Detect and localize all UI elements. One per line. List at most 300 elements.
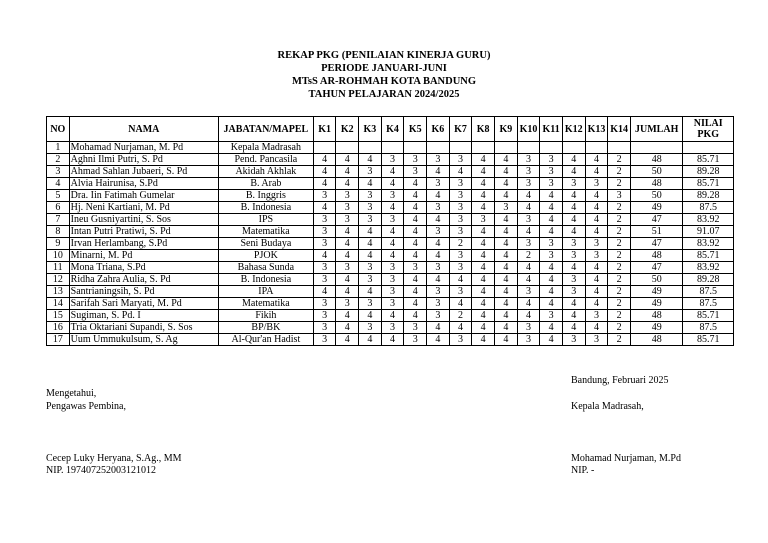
cell-score-k1: 4	[313, 250, 336, 262]
table-row	[47, 298, 734, 310]
col-header-nilai-pkg	[683, 117, 734, 142]
cell-score-k12: 4	[562, 154, 585, 166]
cell-score-k1: 3	[313, 310, 336, 322]
table-row	[47, 142, 734, 154]
cell-score-k5: 4	[404, 190, 427, 202]
cell-score-k6: 3	[427, 178, 450, 190]
cell-score-k7: 3	[449, 334, 472, 346]
cell-score-k3: 4	[359, 178, 382, 190]
cell-nama: Minarni, M. Pd	[69, 250, 218, 262]
cell-score-k8: 4	[472, 190, 495, 202]
cell-score-k11: 4	[540, 226, 563, 238]
cell-score-k9: 4	[495, 250, 518, 262]
cell-score-k5: 3	[404, 262, 427, 274]
cell-score-k5: 4	[404, 178, 427, 190]
cell-score-k2: 4	[336, 274, 359, 286]
kepala-name: Mohamad Nurjaman, M.Pd	[571, 453, 681, 464]
cell-score-k3: 4	[359, 238, 382, 250]
cell-score-k11: 4	[540, 334, 563, 346]
cell-score-k1: 3	[313, 334, 336, 346]
cell-nama: Alvia Hairunisa, S.Pd	[69, 178, 218, 190]
cell-nama: Hj. Neni Kartiani, M. Pd	[69, 202, 218, 214]
cell-score-k5: 4	[404, 250, 427, 262]
cell-score-k13: 4	[585, 262, 608, 274]
cell-score-k5	[404, 142, 427, 154]
cell-score-k1: 4	[313, 178, 336, 190]
cell-score-k1: 4	[313, 166, 336, 178]
cell-score-k4: 4	[381, 226, 404, 238]
cell-score-k13: 4	[585, 322, 608, 334]
cell-nilai-pkg: 85.71	[683, 334, 734, 346]
cell-score-k6: 4	[427, 214, 450, 226]
cell-jumlah: 48	[630, 310, 683, 322]
cell-score-k10: 4	[517, 190, 540, 202]
table-row	[47, 262, 734, 274]
cell-score-k12: 3	[562, 286, 585, 298]
cell-score-k7: 3	[449, 262, 472, 274]
table-row	[47, 214, 734, 226]
cell-score-k9: 4	[495, 322, 518, 334]
cell-jumlah: 50	[630, 166, 683, 178]
cell-score-k1: 4	[313, 286, 336, 298]
cell-score-k2: 4	[336, 334, 359, 346]
cell-score-k4: 3	[381, 286, 404, 298]
cell-score-k14: 2	[608, 166, 631, 178]
table-row	[47, 334, 734, 346]
kepala-title: Kepala Madrasah,	[571, 401, 644, 412]
table-row	[47, 190, 734, 202]
cell-score-k10: 4	[517, 226, 540, 238]
cell-score-k7: 4	[449, 322, 472, 334]
col-header: K4	[381, 117, 404, 142]
cell-score-k3: 3	[359, 190, 382, 202]
cell-score-k1: 3	[313, 226, 336, 238]
cell-score-k13: 4	[585, 166, 608, 178]
cell-score-k2: 4	[336, 250, 359, 262]
cell-score-k9: 4	[495, 214, 518, 226]
kepala-nip: NIP. -	[571, 465, 595, 476]
cell-nilai-pkg: 89.28	[683, 190, 734, 202]
cell-score-k12: 4	[562, 166, 585, 178]
cell-nilai-pkg: 85.71	[683, 310, 734, 322]
cell-score-k13: 3	[585, 334, 608, 346]
cell-score-k13: 3	[585, 178, 608, 190]
cell-score-k7: 2	[449, 238, 472, 250]
cell-score-k4: 3	[381, 190, 404, 202]
cell-jabatan: Matematika	[219, 298, 314, 310]
cell-score-k10: 2	[517, 250, 540, 262]
cell-score-k12: 4	[562, 214, 585, 226]
cell-score-k2: 4	[336, 310, 359, 322]
pkg-label: PKG	[697, 129, 720, 140]
cell-nilai-pkg	[683, 142, 734, 154]
cell-score-k14: 2	[608, 214, 631, 226]
cell-nama: Sarifah Sari Maryati, M. Pd	[69, 298, 218, 310]
cell-score-k1: 3	[313, 190, 336, 202]
school-name: MTsS AR-ROHMAH KOTA BANDUNG	[291, 76, 477, 87]
cell-score-k5: 3	[404, 166, 427, 178]
col-header: NO	[47, 117, 70, 142]
cell-nama: Dra. Iin Fatimah Gumelar	[69, 190, 218, 202]
col-header: NAMA	[69, 117, 218, 142]
cell-score-k3: 4	[359, 250, 382, 262]
cell-score-k14	[608, 142, 631, 154]
cell-score-k14: 2	[608, 322, 631, 334]
cell-score-k6	[427, 142, 450, 154]
cell-score-k11: 4	[540, 262, 563, 274]
cell-nama: Ahmad Sahlan Jubaeri, S. Pd	[69, 166, 218, 178]
cell-no: 15	[47, 310, 70, 322]
cell-score-k13: 4	[585, 190, 608, 202]
cell-jumlah: 49	[630, 322, 683, 334]
cell-jumlah	[630, 142, 683, 154]
cell-score-k10: 3	[517, 166, 540, 178]
cell-score-k9: 4	[495, 226, 518, 238]
cell-no: 10	[47, 250, 70, 262]
cell-score-k5: 3	[404, 154, 427, 166]
cell-score-k1: 3	[313, 214, 336, 226]
col-header: K8	[472, 117, 495, 142]
cell-score-k4: 4	[381, 178, 404, 190]
cell-score-k11	[540, 142, 563, 154]
cell-nama: Santrianingsih, S. Pd	[69, 286, 218, 298]
cell-score-k3	[359, 142, 382, 154]
cell-score-k4: 3	[381, 274, 404, 286]
cell-nama: Intan Putri Pratiwi, S. Pd	[69, 226, 218, 238]
col-header: K7	[449, 117, 472, 142]
pengawas-title: Pengawas Pembina,	[46, 401, 126, 412]
col-header: K14	[608, 117, 631, 142]
cell-score-k14: 2	[608, 154, 631, 166]
cell-score-k6: 3	[427, 154, 450, 166]
cell-score-k13	[585, 142, 608, 154]
cell-score-k12: 4	[562, 322, 585, 334]
cell-score-k4: 3	[381, 154, 404, 166]
cell-score-k10: 4	[517, 262, 540, 274]
cell-score-k14: 2	[608, 202, 631, 214]
cell-score-k3: 3	[359, 274, 382, 286]
cell-nama: Aghni Ilmi Putri, S. Pd	[69, 154, 218, 166]
cell-score-k6: 4	[427, 166, 450, 178]
cell-score-k4: 4	[381, 310, 404, 322]
cell-score-k8: 4	[472, 178, 495, 190]
cell-score-k7: 4	[449, 166, 472, 178]
cell-score-k3: 3	[359, 214, 382, 226]
cell-no: 14	[47, 298, 70, 310]
cell-score-k12: 4	[562, 202, 585, 214]
cell-score-k12: 4	[562, 298, 585, 310]
cell-score-k12: 3	[562, 238, 585, 250]
cell-score-k12: 3	[562, 334, 585, 346]
cell-jumlah: 47	[630, 214, 683, 226]
col-header: K13	[585, 117, 608, 142]
table-row	[47, 250, 734, 262]
cell-score-k14: 2	[608, 238, 631, 250]
cell-score-k8: 4	[472, 334, 495, 346]
cell-score-k14: 2	[608, 178, 631, 190]
cell-score-k9: 4	[495, 178, 518, 190]
cell-score-k5: 4	[404, 298, 427, 310]
cell-score-k3: 4	[359, 334, 382, 346]
cell-nilai-pkg: 83.92	[683, 238, 734, 250]
cell-score-k5: 4	[404, 310, 427, 322]
cell-no: 9	[47, 238, 70, 250]
cell-score-k6: 3	[427, 310, 450, 322]
cell-score-k2: 4	[336, 178, 359, 190]
cell-score-k8: 3	[472, 214, 495, 226]
cell-score-k10: 3	[517, 322, 540, 334]
cell-score-k4: 3	[381, 298, 404, 310]
cell-score-k3: 4	[359, 310, 382, 322]
cell-score-k1: 4	[313, 154, 336, 166]
col-header: K2	[336, 117, 359, 142]
cell-score-k11: 3	[540, 310, 563, 322]
cell-score-k13: 4	[585, 214, 608, 226]
cell-score-k2: 3	[336, 262, 359, 274]
cell-score-k10: 4	[517, 202, 540, 214]
cell-score-k12: 4	[562, 190, 585, 202]
cell-score-k12	[562, 142, 585, 154]
cell-score-k3: 3	[359, 322, 382, 334]
cell-nilai-pkg: 85.71	[683, 250, 734, 262]
table-row	[47, 274, 734, 286]
cell-jabatan: Fikih	[219, 310, 314, 322]
cell-score-k11: 3	[540, 238, 563, 250]
cell-jabatan: Akidah Akhlak	[219, 166, 314, 178]
col-header: K11	[540, 117, 563, 142]
cell-jabatan: B. Indonesia	[219, 274, 314, 286]
cell-score-k13: 4	[585, 274, 608, 286]
cell-score-k14: 2	[608, 310, 631, 322]
cell-score-k8: 4	[472, 202, 495, 214]
cell-score-k10: 3	[517, 154, 540, 166]
cell-score-k6: 4	[427, 274, 450, 286]
cell-nilai-pkg: 89.28	[683, 166, 734, 178]
cell-score-k14: 2	[608, 250, 631, 262]
cell-score-k2: 3	[336, 190, 359, 202]
cell-score-k2: 4	[336, 322, 359, 334]
cell-nama: Mohamad Nurjaman, M. Pd	[69, 142, 218, 154]
cell-nama: Tria Oktariani Supandi, S. Sos	[69, 322, 218, 334]
cell-score-k11: 3	[540, 250, 563, 262]
cell-score-k13: 4	[585, 202, 608, 214]
cell-score-k7: 3	[449, 154, 472, 166]
cell-score-k7: 3	[449, 214, 472, 226]
cell-score-k1: 4	[313, 202, 336, 214]
cell-jabatan: Matematika	[219, 226, 314, 238]
cell-score-k4: 4	[381, 202, 404, 214]
cell-nilai-pkg: 85.71	[683, 154, 734, 166]
cell-score-k3: 4	[359, 154, 382, 166]
cell-score-k13: 3	[585, 238, 608, 250]
cell-nama: Mona Triana, S.Pd	[69, 262, 218, 274]
cell-score-k11: 3	[540, 154, 563, 166]
cell-score-k2: 4	[336, 238, 359, 250]
cell-nama: Ridha Zahra Aulia, S. Pd	[69, 274, 218, 286]
cell-score-k8: 4	[472, 166, 495, 178]
cell-score-k8	[472, 142, 495, 154]
cell-score-k4	[381, 142, 404, 154]
cell-score-k7: 3	[449, 226, 472, 238]
cell-jabatan: Bahasa Sunda	[219, 262, 314, 274]
cell-score-k3: 3	[359, 262, 382, 274]
cell-score-k13: 4	[585, 298, 608, 310]
cell-score-k9: 4	[495, 238, 518, 250]
cell-jabatan: B. Arab	[219, 178, 314, 190]
cell-score-k8: 4	[472, 250, 495, 262]
cell-no: 6	[47, 202, 70, 214]
cell-score-k9: 4	[495, 286, 518, 298]
cell-score-k6: 4	[427, 190, 450, 202]
cell-no: 2	[47, 154, 70, 166]
cell-score-k9: 4	[495, 262, 518, 274]
cell-score-k13: 4	[585, 226, 608, 238]
cell-score-k7: 3	[449, 250, 472, 262]
cell-jabatan: Al-Qur'an Hadist	[219, 334, 314, 346]
table-row	[47, 202, 734, 214]
cell-score-k7: 4	[449, 298, 472, 310]
cell-score-k3: 3	[359, 166, 382, 178]
cell-score-k13: 3	[585, 250, 608, 262]
cell-score-k3: 3	[359, 298, 382, 310]
cell-score-k2: 4	[336, 154, 359, 166]
cell-score-k3: 4	[359, 286, 382, 298]
cell-jabatan: BP/BK	[219, 322, 314, 334]
cell-score-k4: 4	[381, 250, 404, 262]
cell-jabatan: Seni Budaya	[219, 238, 314, 250]
cell-score-k9: 4	[495, 298, 518, 310]
cell-nilai-pkg: 87.5	[683, 298, 734, 310]
cell-score-k11: 3	[540, 166, 563, 178]
cell-score-k11: 4	[540, 322, 563, 334]
cell-score-k14: 2	[608, 226, 631, 238]
cell-no: 7	[47, 214, 70, 226]
cell-score-k5: 4	[404, 226, 427, 238]
cell-score-k6: 4	[427, 322, 450, 334]
cell-score-k5: 3	[404, 322, 427, 334]
cell-jumlah: 50	[630, 274, 683, 286]
col-header: K12	[562, 117, 585, 142]
table-row	[47, 238, 734, 250]
cell-score-k1	[313, 142, 336, 154]
cell-jabatan: PJOK	[219, 250, 314, 262]
col-header: JUMLAH	[630, 117, 683, 142]
cell-nilai-pkg: 91.07	[683, 226, 734, 238]
cell-jumlah: 47	[630, 238, 683, 250]
report-period: PERIODE JANUARI-JUNI	[321, 63, 447, 74]
cell-score-k3: 3	[359, 202, 382, 214]
cell-nilai-pkg: 87.5	[683, 202, 734, 214]
col-header: K1	[313, 117, 336, 142]
pengawas-name: Cecep Luky Heryana, S.Ag., MM	[46, 453, 182, 464]
cell-score-k2: 3	[336, 298, 359, 310]
cell-score-k1: 3	[313, 238, 336, 250]
mengetahui-label: Mengetahui,	[46, 388, 97, 399]
cell-score-k7: 3	[449, 178, 472, 190]
cell-score-k10: 4	[517, 274, 540, 286]
cell-score-k2	[336, 142, 359, 154]
cell-score-k9: 4	[495, 274, 518, 286]
cell-score-k12: 3	[562, 274, 585, 286]
cell-score-k8: 4	[472, 154, 495, 166]
cell-jabatan: IPA	[219, 286, 314, 298]
cell-score-k6: 4	[427, 238, 450, 250]
cell-score-k10: 3	[517, 178, 540, 190]
cell-no: 16	[47, 322, 70, 334]
cell-score-k11: 3	[540, 178, 563, 190]
cell-score-k7: 4	[449, 274, 472, 286]
cell-score-k6: 3	[427, 286, 450, 298]
cell-score-k10: 3	[517, 286, 540, 298]
cell-score-k7	[449, 142, 472, 154]
table-row	[47, 226, 734, 238]
academic-year: TAHUN PELAJARAN 2024/2025	[308, 89, 460, 100]
cell-score-k9: 3	[495, 202, 518, 214]
cell-score-k12: 3	[562, 178, 585, 190]
col-header: K5	[404, 117, 427, 142]
cell-score-k8: 4	[472, 286, 495, 298]
cell-score-k14: 2	[608, 286, 631, 298]
col-header: K9	[495, 117, 518, 142]
cell-score-k6: 3	[427, 226, 450, 238]
cell-score-k2: 3	[336, 214, 359, 226]
cell-no: 12	[47, 274, 70, 286]
cell-score-k6: 4	[427, 334, 450, 346]
cell-score-k10: 4	[517, 298, 540, 310]
cell-nilai-pkg: 85.71	[683, 178, 734, 190]
col-header: K3	[359, 117, 382, 142]
cell-nilai-pkg: 83.92	[683, 262, 734, 274]
pkg-recap-table	[46, 116, 734, 346]
cell-jabatan: B. Indonesia	[219, 202, 314, 214]
cell-score-k12: 4	[562, 226, 585, 238]
cell-score-k11: 4	[540, 298, 563, 310]
cell-score-k4: 4	[381, 238, 404, 250]
cell-score-k4: 4	[381, 166, 404, 178]
cell-score-k5: 4	[404, 214, 427, 226]
table-row	[47, 322, 734, 334]
cell-score-k3: 4	[359, 226, 382, 238]
nilai-label: NILAI	[693, 118, 723, 129]
cell-score-k4: 4	[381, 334, 404, 346]
cell-score-k13: 3	[585, 310, 608, 322]
cell-score-k6: 3	[427, 262, 450, 274]
cell-score-k10: 4	[517, 310, 540, 322]
cell-score-k11: 4	[540, 202, 563, 214]
cell-score-k11: 4	[540, 214, 563, 226]
cell-score-k7: 2	[449, 310, 472, 322]
cell-no: 8	[47, 226, 70, 238]
cell-score-k6: 3	[427, 298, 450, 310]
cell-score-k1: 3	[313, 262, 336, 274]
cell-score-k7: 3	[449, 190, 472, 202]
cell-score-k14: 3	[608, 190, 631, 202]
cell-nama: Uum Ummukulsum, S. Ag	[69, 334, 218, 346]
cell-score-k11: 4	[540, 286, 563, 298]
cell-score-k5: 4	[404, 274, 427, 286]
cell-jumlah: 48	[630, 334, 683, 346]
cell-score-k8: 4	[472, 226, 495, 238]
cell-score-k14: 2	[608, 274, 631, 286]
cell-score-k4: 3	[381, 262, 404, 274]
cell-score-k10	[517, 142, 540, 154]
cell-score-k9: 4	[495, 154, 518, 166]
cell-score-k8: 4	[472, 238, 495, 250]
cell-jumlah: 49	[630, 202, 683, 214]
table-row	[47, 310, 734, 322]
cell-score-k14: 2	[608, 334, 631, 346]
cell-no: 11	[47, 262, 70, 274]
